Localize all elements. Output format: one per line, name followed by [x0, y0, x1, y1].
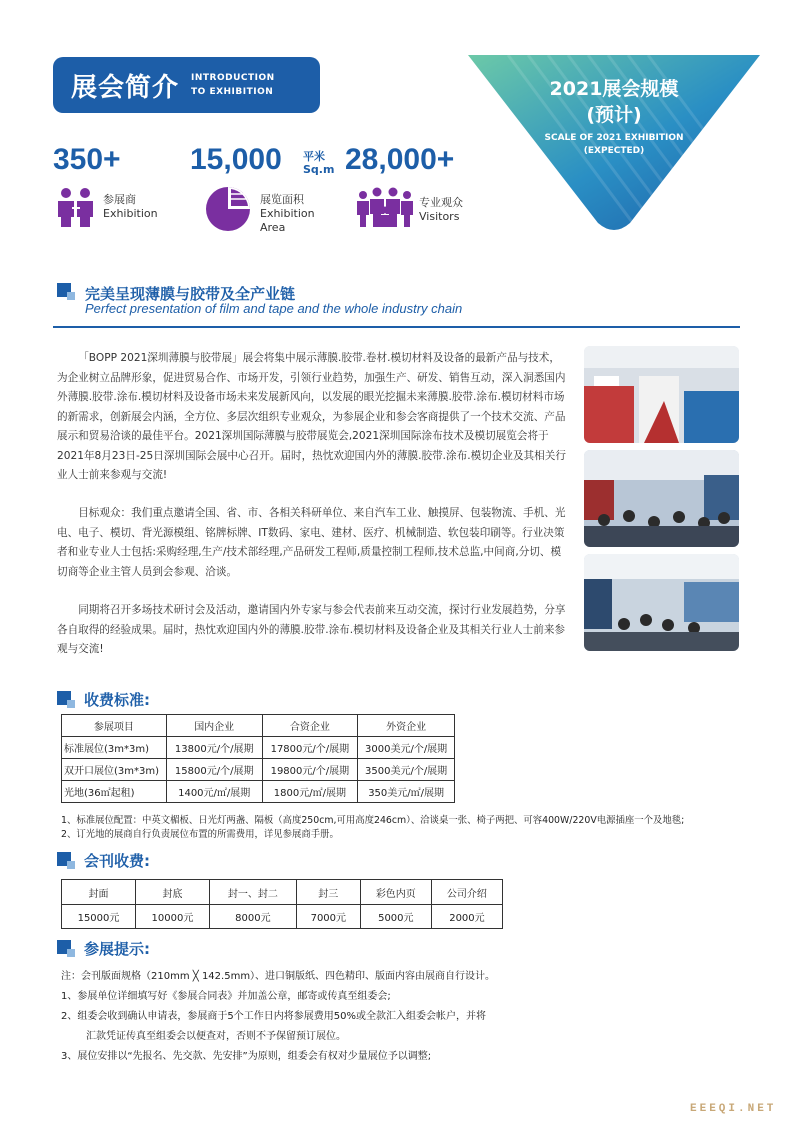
tips-marker-accent: [67, 949, 75, 957]
intro-paragraph-3: 同期将召开多场技术研讨会及活动，邀请国内外专家与参会代表前来互动交流，探讨行业发展趋势，分享各自取得的经验成果。届时，热忱欢迎国内外的薄膜.胶带.涂布.模切材料及设备企业及其相关行业人士前来参观与交流!: [57, 604, 566, 655]
intro-paragraph-1: 「BOPP 2021深圳薄膜与胶带展」展会将集中展示薄膜.胶带.卷材.模切材料及设备的最新产品与技术，为企业树立品牌形象，促进贸易合作、市场开发，引领行业趋势，加强生产、研发、销售互动，深入洞悉国内外薄膜.胶带.涂布.模切材料及设备市场未来发展新风向，以发展的眼光挖掘未来薄膜.胶带.涂布.模切材料市场的新需求，创新展会内涵，全方位、多层次组织专业观众，为参展企业和参会客商提供了一个技术交流、产品展示和贸易洽谈的最佳平台。2021深圳国际薄膜与胶带展览会,2021深圳国际涂布技术及模切展览会将于2021年8月23日-25日深圳国际会展中心召开。届时，热忱欢迎国内外的薄膜.胶带.涂布.模切企业及其相关行业人士前来参观与交流!: [57, 352, 566, 481]
section-divider: [53, 326, 740, 328]
table-row: 15000元 10000元 8000元 7000元 5000元 2000元: [62, 905, 503, 929]
section-subtitle: Perfect presentation of film and tape and the whole industry chain: [85, 301, 463, 316]
scale-title: 2021展会规模: [549, 78, 679, 100]
stat-area-number: 15,000: [190, 143, 282, 176]
intro-title: 展会简介: [71, 72, 180, 103]
tips-title: 参展提示:: [84, 940, 150, 958]
scale-title-en: SCALE OF 2021 EXHIBITION (EXPECTED): [544, 133, 684, 156]
fees-marker-accent: [67, 700, 75, 708]
fees-title: 收费标准:: [84, 691, 150, 709]
stat-area-unit: 平米 Sq.m: [303, 150, 335, 176]
footer-watermark: EEEQI.NET: [690, 1103, 777, 1115]
stat-exhibitors-number: 350+: [53, 143, 121, 176]
tips-line-3: 3、展位安排以“先报名、先交款、先安排”为原则，组委会有权对少量展位予以调整;: [61, 1051, 432, 1062]
catalog-marker-accent: [67, 861, 75, 869]
exhibition-photo-3: [584, 554, 739, 651]
section-marker-accent: [67, 292, 75, 300]
fees-note-1: 1、标准展位配置：中英文楣板、日光灯两盏、隔板（高度250cm,可用高度246cm）、洽谈桌一张、椅子两把、可容400W/220V电源插座一个及地毯;: [61, 815, 685, 826]
exhibition-photo-1: [584, 346, 739, 443]
visitors-icon: [355, 186, 415, 228]
catalog-title: 会刊收费:: [84, 852, 150, 870]
tips-line-note: 注：会刊版面规格（210mm ╳ 142.5mm）、进口铜版纸、四色精印、版面内容由展商自行设计。: [61, 971, 496, 982]
tips-line-2: 2、组委会收到确认申请表，参展商于5个工作日内将参展费用50%或全款汇入组委会帐户，并将: [61, 1011, 486, 1022]
table-row: 光地(36㎡起租) 1400元/㎡/展期 1800元/㎡/展期 350美元/㎡/展期: [62, 781, 455, 803]
section-title: 完美呈现薄膜与胶带及全产业链: [85, 285, 296, 303]
exhibitors-icon: [55, 186, 97, 228]
pie-chart-icon: [205, 186, 251, 232]
table-row: 标准展位(3m*3m) 13800元/个/展期 17800元/个/展期 3000美元/个/展期: [62, 737, 455, 759]
scale-text: [468, 76, 760, 158]
stat-visitors-number: 28,000+: [345, 143, 455, 176]
stat-exhibitors-label: 参展商 Exhibition: [103, 193, 158, 220]
tips-line-1: 1、参展单位详细填写好《参展合同表》并加盖公章，邮寄或传真至组委会;: [61, 991, 391, 1002]
stat-area-label: 展览面积 Exhibition Area: [260, 193, 315, 234]
tips-line-2-cont: 汇款凭证传真至组委会以便查对，否则不予保留预订展位。: [86, 1031, 346, 1042]
fees-table: [61, 714, 455, 803]
table-header-row: 参展项目 国内企业 合资企业 外资企业: [62, 715, 455, 737]
intro-header: [53, 57, 320, 113]
intro-paragraph-2: 目标观众：我们重点邀请全国、省、市、各相关科研单位、来自汽车工业、触摸屏、包装物流、手机、光电、电子、模切、背光源模组、铭牌标牌、IT数码、家电、建材、医疗、机械制造、软包装印刷等。行业决策者和业专业人士包括:采购经理,生产/技术部经理,产品研发工程师,质量控制工程师,技术总监,中间商,分切、模切商等企业主管人员到会参观、洽谈。: [57, 507, 566, 578]
table-row: 双开口展位(3m*3m) 15800元/个/展期 19800元/个/展期 3500美元/个/展期: [62, 759, 455, 781]
intro-subtitle: INTRODUCTION TO EXHIBITION: [191, 73, 275, 97]
catalog-table: [61, 879, 503, 929]
fees-note-2: 2、订光地的展商自行负责展位布置的所需费用，详见参展商手册。: [61, 829, 339, 840]
table-header-row: 封面 封底 封一、封二 封三 彩色内页 公司介绍: [62, 880, 503, 905]
stat-visitors-label: 专业观众 Visitors: [419, 196, 463, 223]
scale-expected: (预计): [586, 104, 642, 126]
exhibition-photo-2: [584, 450, 739, 547]
